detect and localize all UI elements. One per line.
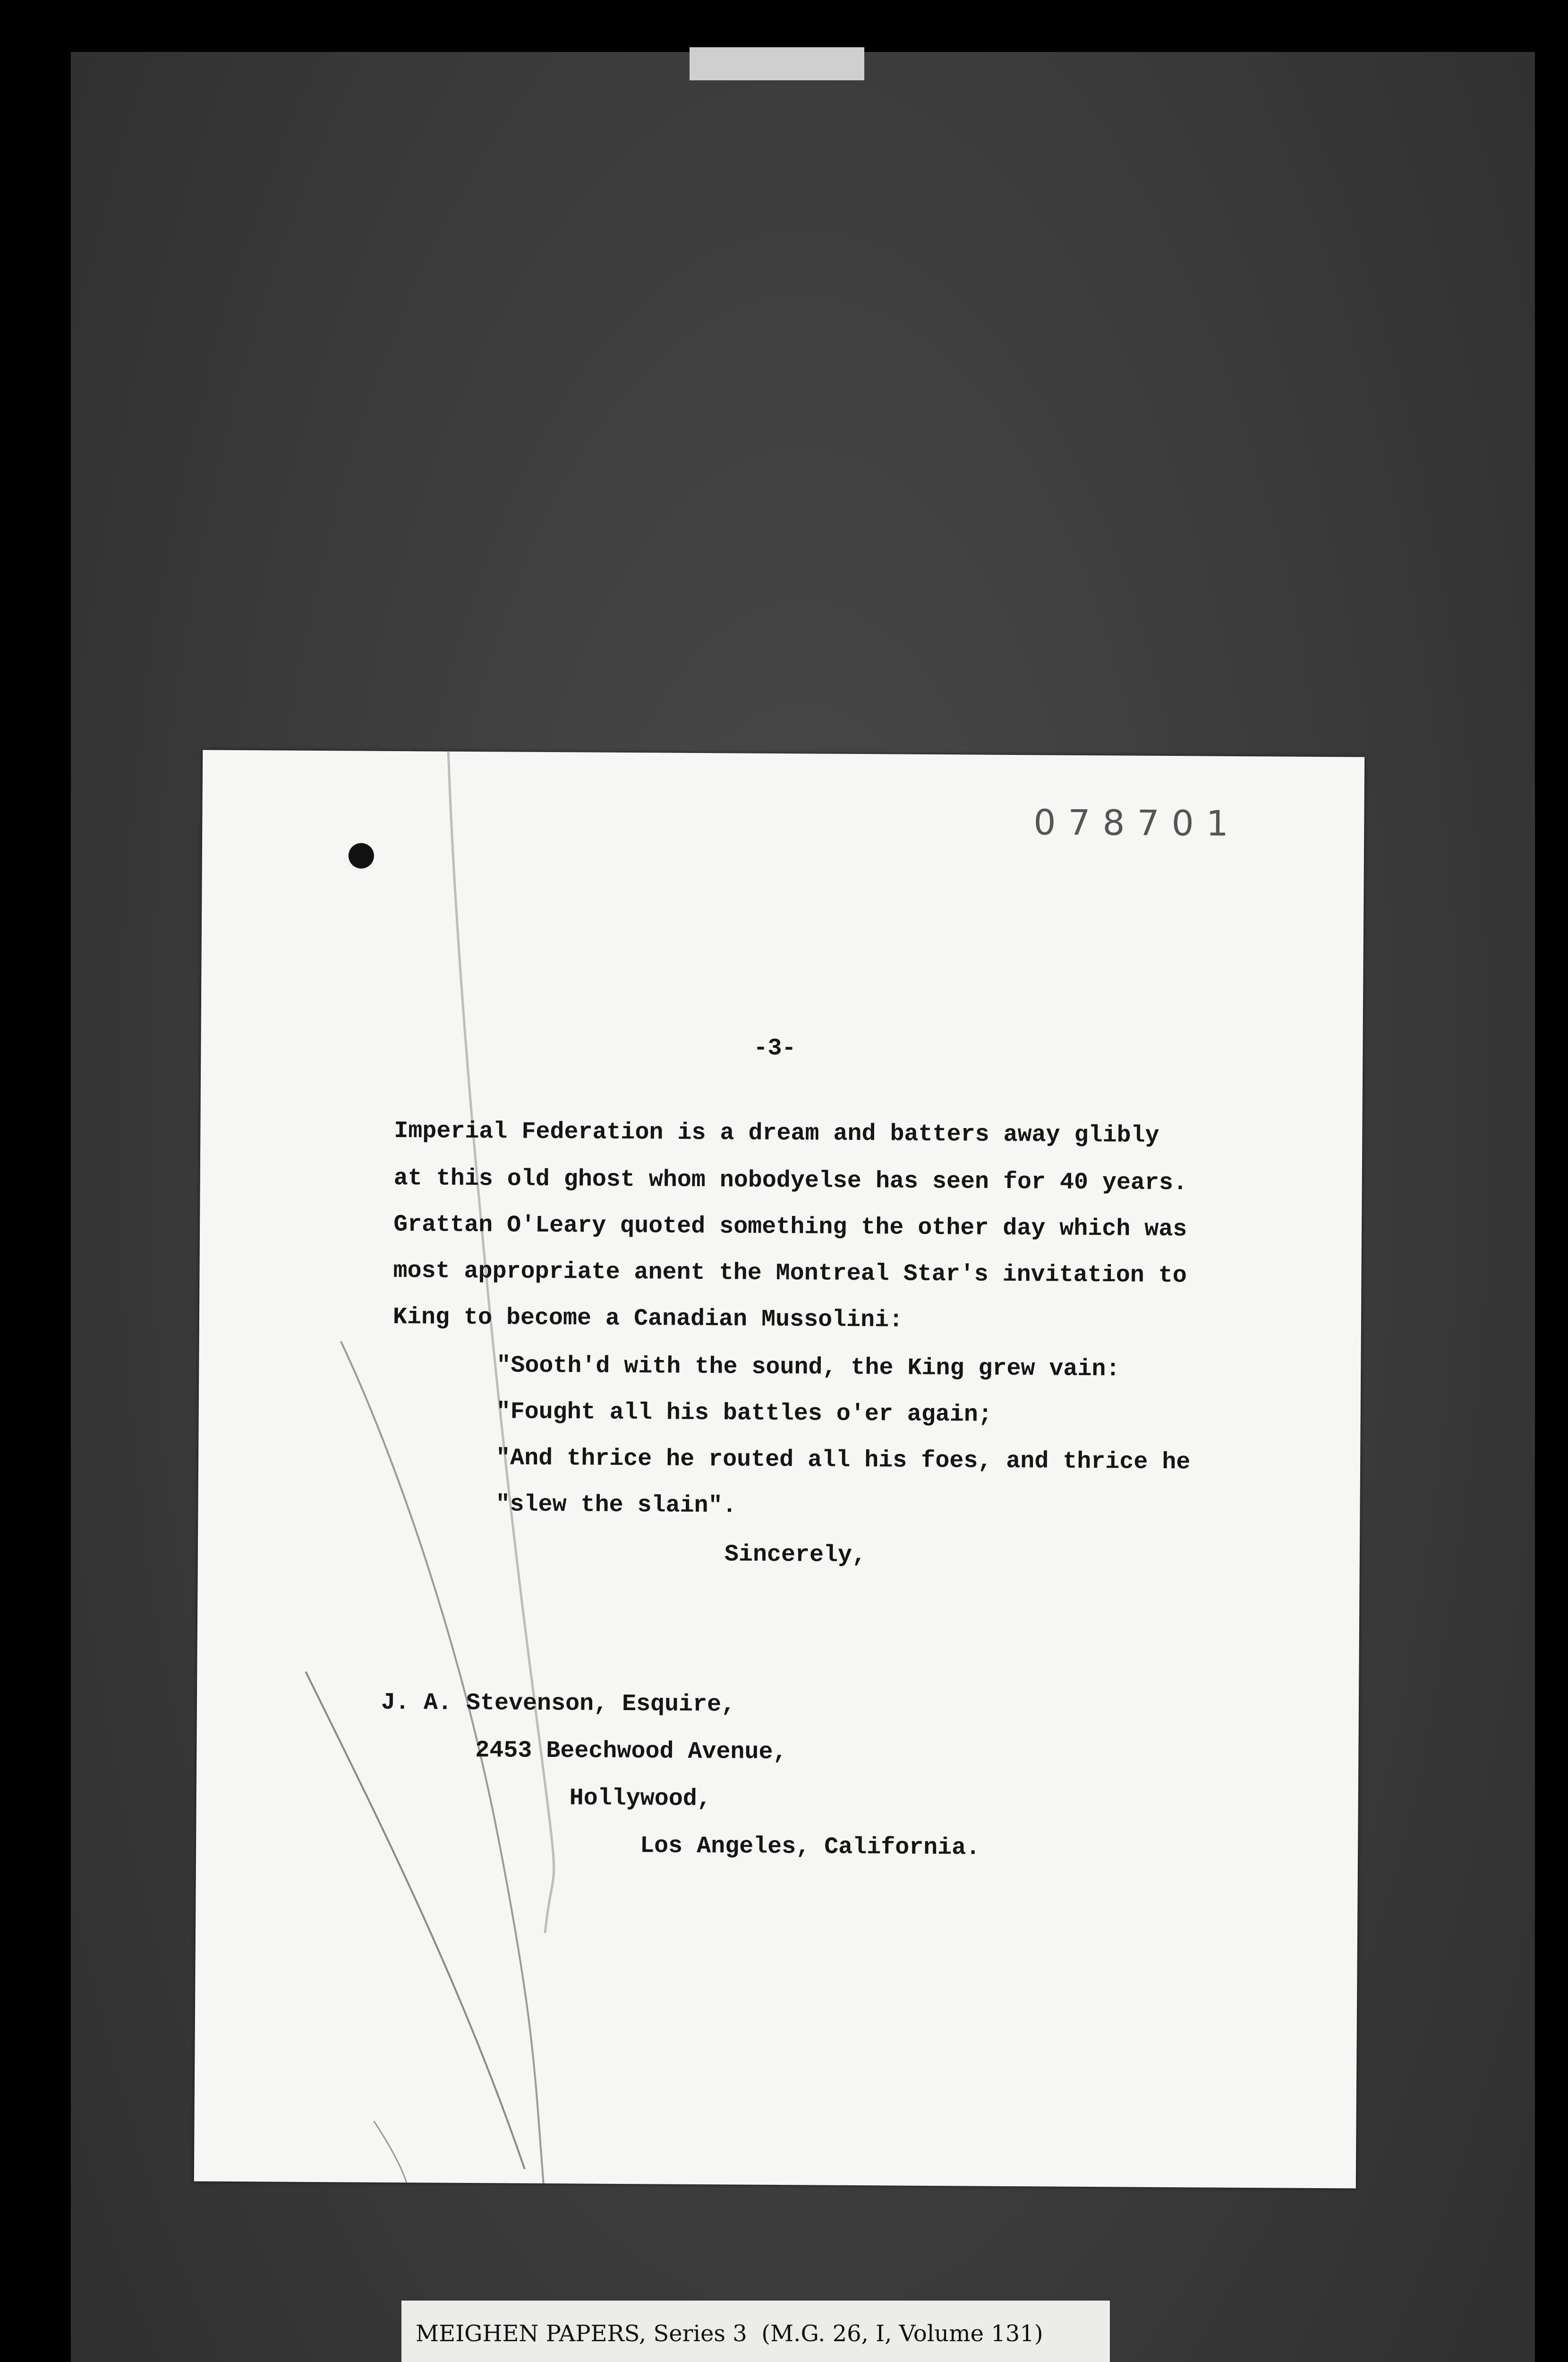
collection-label [401, 2301, 1110, 2362]
letter-page [194, 750, 1364, 2189]
body-line-5: King to become a Canadian Mussolini: [392, 1303, 903, 1334]
closing: Sincerely, [724, 1541, 867, 1569]
quote-line-1: "Sooth'd with the sound, the King grew vain: [496, 1352, 1120, 1383]
archive-stamp-number: 078701 [1033, 802, 1241, 844]
address-line-2: 2453 Beechwood Avenue, [475, 1737, 787, 1766]
quote-line-3: "And thrice he routed all his foes, and thrice he [495, 1445, 1191, 1476]
collection-label-text: MEIGHEN PAPERS, Series 3 (M.G. 26, I, Volume 131) [416, 2320, 1043, 2347]
address-line-4: Los Angeles, California. [639, 1832, 980, 1862]
body-line-1: Imperial Federation is a dream and batters away glibly [394, 1118, 1159, 1149]
quote-line-2: "Fought all his battles o'er again; [496, 1398, 993, 1429]
quote-line-4: "slew the slain". [495, 1491, 737, 1520]
body-line-3: Grattan O'Leary quoted something the other day which was [393, 1211, 1187, 1243]
top-clip-tab [690, 47, 864, 80]
address-line-3: Hollywood, [569, 1785, 711, 1813]
punch-hole [349, 843, 374, 868]
body-line-2: at this old ghost whom nobodyelse has seen for 40 years. [393, 1165, 1188, 1197]
page-marker: -3- [753, 1035, 796, 1062]
body-line-4: most appropriate anent the Montreal Star's invitation to [393, 1257, 1187, 1290]
address-line-1: J. A. Stevenson, Esquire, [381, 1689, 736, 1719]
